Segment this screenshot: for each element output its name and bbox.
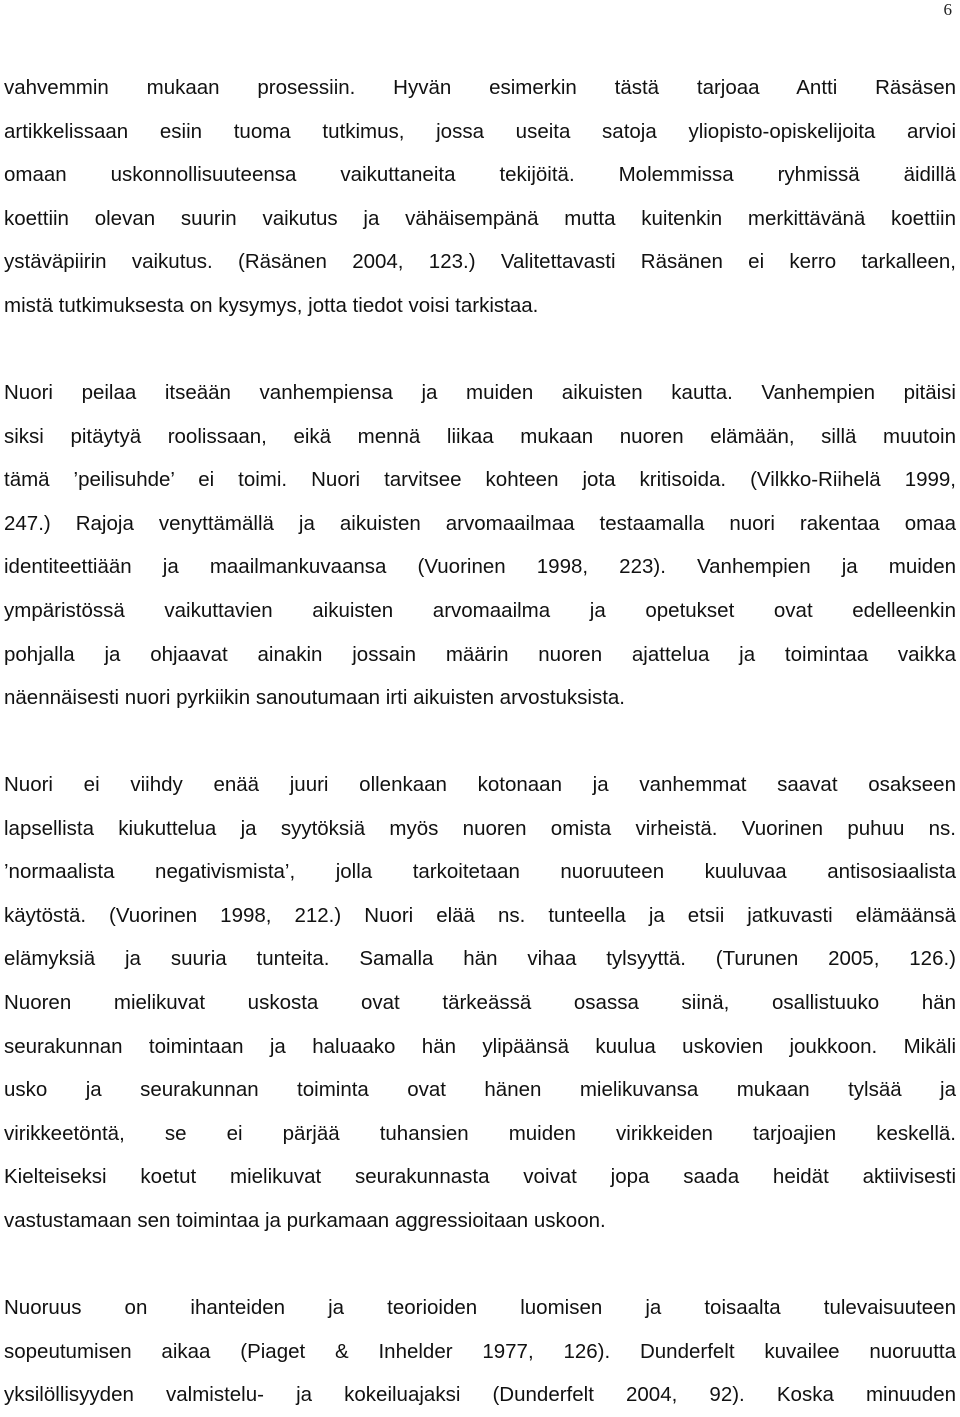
paragraph-3 <box>4 763 956 1243</box>
text-line: Nuoruus on ihanteiden ja teorioiden luomisen ja toisaalta tulevaisuuteen <box>4 1296 956 1320</box>
text-line: näennäisesti nuori pyrkiikin sanoutumaan irti aikuisten arvostuksista. <box>4 686 626 710</box>
text-line: 247.) Rajoja venyttämällä ja aikuisten arvomaailmaa testaamalla nuori rakentaa omaa <box>4 511 956 535</box>
text-line: pohjalla ja ohjaavat ainakin jossain määrin nuoren ajattelua ja toimintaa vaikka <box>4 642 956 666</box>
text-line: vahvemmin mukaan prosessiin. Hyvän esimerkin tästä tarjoaa Antti Räsäsen <box>4 76 956 99</box>
text-line: ystäväpiirin vaikutus. (Räsänen 2004, 123.) Valitettavasti Räsänen ei kerro tarkalleen, <box>4 250 956 274</box>
body-text <box>4 66 956 1417</box>
text-line: Nuori peilaa itseään vanhempiensa ja muiden aikuisten kautta. Vanhempien pitäisi <box>4 380 956 404</box>
text-line: Nuori ei viihdy enää juuri ollenkaan kotonaan ja vanhemmat saavat osakseen <box>4 773 956 797</box>
text-line: ympäristössä vaikuttavien aikuisten arvomaailma ja opetukset ovat edelleenkin <box>4 598 956 622</box>
text-line: yksilöllisyyden valmistelu- ja kokeiluajaksi (Dunderfelt 2004, 92). Koska minuuden <box>4 1383 956 1407</box>
paragraph-spacer <box>4 328 956 371</box>
text-line: siksi pitäytyä roolissaan, eikä mennä liikaa mukaan nuoren elämään, sillä muutoin <box>4 424 956 448</box>
text-line: seurakunnan toimintaan ja haluaako hän ylipäänsä kuulua uskovien joukkoon. Mikäli <box>4 1034 956 1058</box>
text-line: sopeutumisen aikaa (Piaget & Inhelder 1977, 126). Dunderfelt kuvailee nuoruutta <box>4 1339 956 1363</box>
text-line: lapsellista kiukuttelua ja syytöksiä myös nuoren omista virheistä. Vuorinen puhuu ns. <box>4 816 956 840</box>
text-line: Nuoren mielikuvat uskosta ovat tärkeässä osassa siinä, osallistuuko hän <box>4 991 956 1015</box>
text-line: ’normaalista negativismista’, jolla tarkoitetaan nuoruuteen kuuluvaa antisosiaalista <box>4 860 956 884</box>
text-line: Kielteiseksi koetut mielikuvat seurakunnasta voivat jopa saada heidät aktiivisesti <box>4 1165 956 1189</box>
text-line: vastustamaan sen toimintaa ja purkamaan aggressioitaan uskoon. <box>4 1209 606 1233</box>
paragraph-spacer <box>4 1243 956 1286</box>
text-line: virikkeetöntä, se ei pärjää tuhansien muiden virikkeiden tarjoajien keskellä. <box>4 1121 956 1145</box>
text-line: elämyksiä ja suuria tunteita. Samalla hän vihaa tylsyyttä. (Turunen 2005, 126.) <box>4 947 956 971</box>
paragraph-1 <box>4 66 956 328</box>
paragraph-2 <box>4 371 956 720</box>
text-line: koettiin olevan suurin vaikutus ja vähäisempänä mutta kuitenkin merkittävänä koettiin <box>4 206 956 230</box>
text-line: usko ja seurakunnan toiminta ovat hänen mielikuvansa mukaan tylsää ja <box>4 1078 956 1102</box>
page-number: 6 <box>943 0 952 19</box>
text-line: omaan uskonnollisuuteensa vaikuttaneita tekijöitä. Molemmissa ryhmissä äidillä <box>4 163 956 187</box>
text-line: artikkelissaan esiin tuoma tutkimus, jossa useita satoja yliopisto-opiskelijoita arvioi <box>4 119 956 143</box>
text-line: käytöstä. (Vuorinen 1998, 212.) Nuori elää ns. tunteella ja etsii jatkuvasti elämäänsä <box>4 903 956 927</box>
text-line: mistä tutkimuksesta on kysymys, jotta tiedot voisi tarkistaa. <box>4 293 539 317</box>
text-line: tämä ’peilisuhde’ ei toimi. Nuori tarvitsee kohteen jota kritisoida. (Vilkko-Riihelä 1999, <box>4 468 956 492</box>
paragraph-spacer <box>4 720 956 763</box>
text-line: identiteettiään ja maailmankuvaansa (Vuorinen 1998, 223). Vanhempien ja muiden <box>4 555 956 579</box>
paragraph-4 <box>4 1286 956 1417</box>
